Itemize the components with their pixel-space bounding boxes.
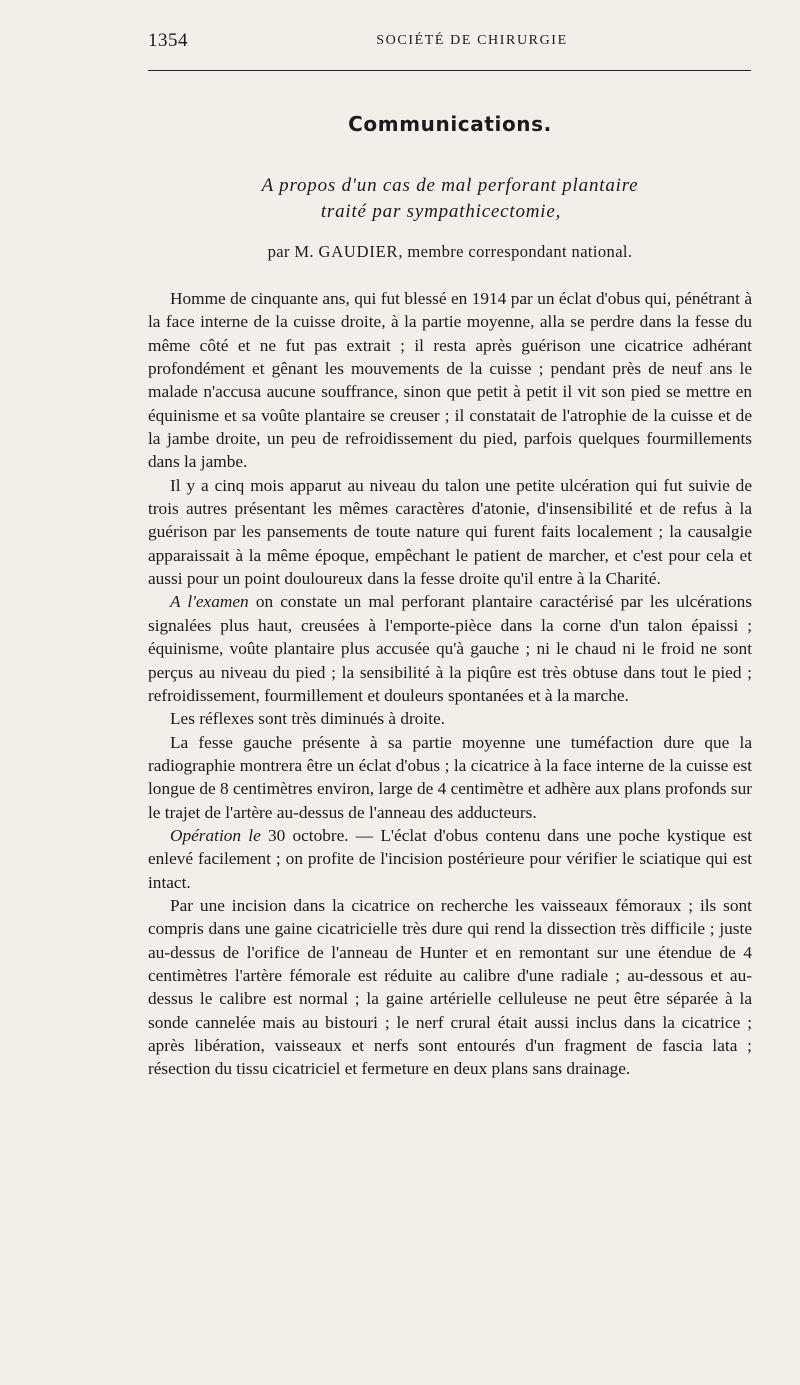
paragraph xyxy=(148,731,752,824)
article-title-line-2: traité par sympathicectomie, xyxy=(320,201,562,222)
paragraph xyxy=(148,287,752,474)
byline-suffix: , membre correspondant national. xyxy=(398,242,633,261)
header-rule xyxy=(148,70,751,71)
paragraph-text: Les réflexes sont très diminués à droite. xyxy=(170,709,445,729)
paragraph-lead: A l'examen xyxy=(170,592,249,612)
paragraph-text: Par une incision dans la cicatrice on recherche les vaisseaux fémoraux ; ils sont compris dans une gaine cicatricielle très dure qui rend la dissection très difficile ; juste au-dessus de l'orifice de l'anneau de Hunter et en remontant sur une étendue de 4 centimètres l'artère fémorale est réduite au calibre d'une radiale ; au-dessous et au-dessus le calibre est normal ; la gaine artérielle celluleuse ne peut être séparée à la sonde cannelée mais au bistouri ; le nerf crural était aussi inclus dans la cicatrice ; après libération, vaisseaux et nerfs sont entourés d'un fragment de fascia lata ; résection du tissu cicatriciel et fermeture en deux plans sans drainage. xyxy=(148,895,752,1079)
paragraph xyxy=(148,894,752,1081)
paragraph xyxy=(148,824,752,894)
paragraph-text: La fesse gauche présente à sa partie moyenne une tuméfaction dure que la radiographie montrera être un éclat d'obus ; la cicatrice à la face interne de la cuisse est longue de 8 centimètres environ, large de 4 centimètre et adhère aux plans profonds sur le trajet de l'artère au-dessus de l'anneau des adducteurs. xyxy=(148,732,752,822)
paragraph-text: on constate un mal perforant plantaire caractérisé par les ulcérations signalées plus haut, creusées à l'emporte-pièce dans la corne d'un talon épaissi ; équinisme, voûte plantaire plus accusée qu'à gauche ; ni le chaud ni le froid ne sont perçus au niveau du pied ; la sensibilité à la piqûre est très obtuse dans tout le pied ; refroidissement, fourmillement et douleurs spontanées et à la marche. xyxy=(148,592,752,705)
paragraph-text: 30 octobre. — L'éclat d'obus contenu dans une poche kystique est enlevé facilement ; on profite de l'incision postérieure pour vérifier le sciatique qui est intact. xyxy=(148,825,752,892)
paragraph-lead: Opération le xyxy=(170,825,261,845)
article-title xyxy=(148,173,752,225)
section-heading: Communications. xyxy=(348,112,552,136)
article-title-line-1: A propos d'un cas de mal perforant plantaire xyxy=(261,175,639,196)
article-body xyxy=(148,287,752,1081)
paragraph xyxy=(148,590,752,707)
paragraph-text: Homme de cinquante ans, qui fut blessé en 1914 par un éclat d'obus qui, pénétrant à la face interne de la cuisse droite, à la partie moyenne, alla se perdre dans la fesse du même côté et ne fut pas extrait ; il resta après guérison une cicatrice adhérant profondément et gênant les mouvements de la cuisse ; pendant près de neuf ans le malade n'accusa aucune souffrance, sinon que petit à petit il vit son pied se mettre en équinisme et sa voûte plantaire se creuser ; il constatait de l'atrophie de la cuisse et de la jambe droite, un peu de refroidissement du pied, parfois quelques fourmillements dans la jambe. xyxy=(148,289,752,472)
byline xyxy=(148,242,752,262)
author-name: GAUDIER xyxy=(318,242,399,261)
running-header xyxy=(148,30,752,56)
page-number: 1354 xyxy=(148,30,188,51)
paragraph xyxy=(148,474,752,591)
paragraph xyxy=(148,707,752,730)
paragraph-text: Il y a cinq mois apparut au niveau du talon une petite ulcération qui fut suivie de trois autres présentant les mêmes caractères d'atonie, d'insensibilité et de refus à la guérison par les pansements de toute nature qui furent faits localement ; la causalgie apparaissait à la même époque, empêchant le patient de marcher, et c'est pour cela et aussi pour un point douloureux dans la fesse droite qu'il entre à la Charité. xyxy=(148,475,752,589)
byline-prefix: par M. xyxy=(267,242,314,261)
journal-title: SOCIÉTÉ DE CHIRURGIE xyxy=(376,33,568,48)
